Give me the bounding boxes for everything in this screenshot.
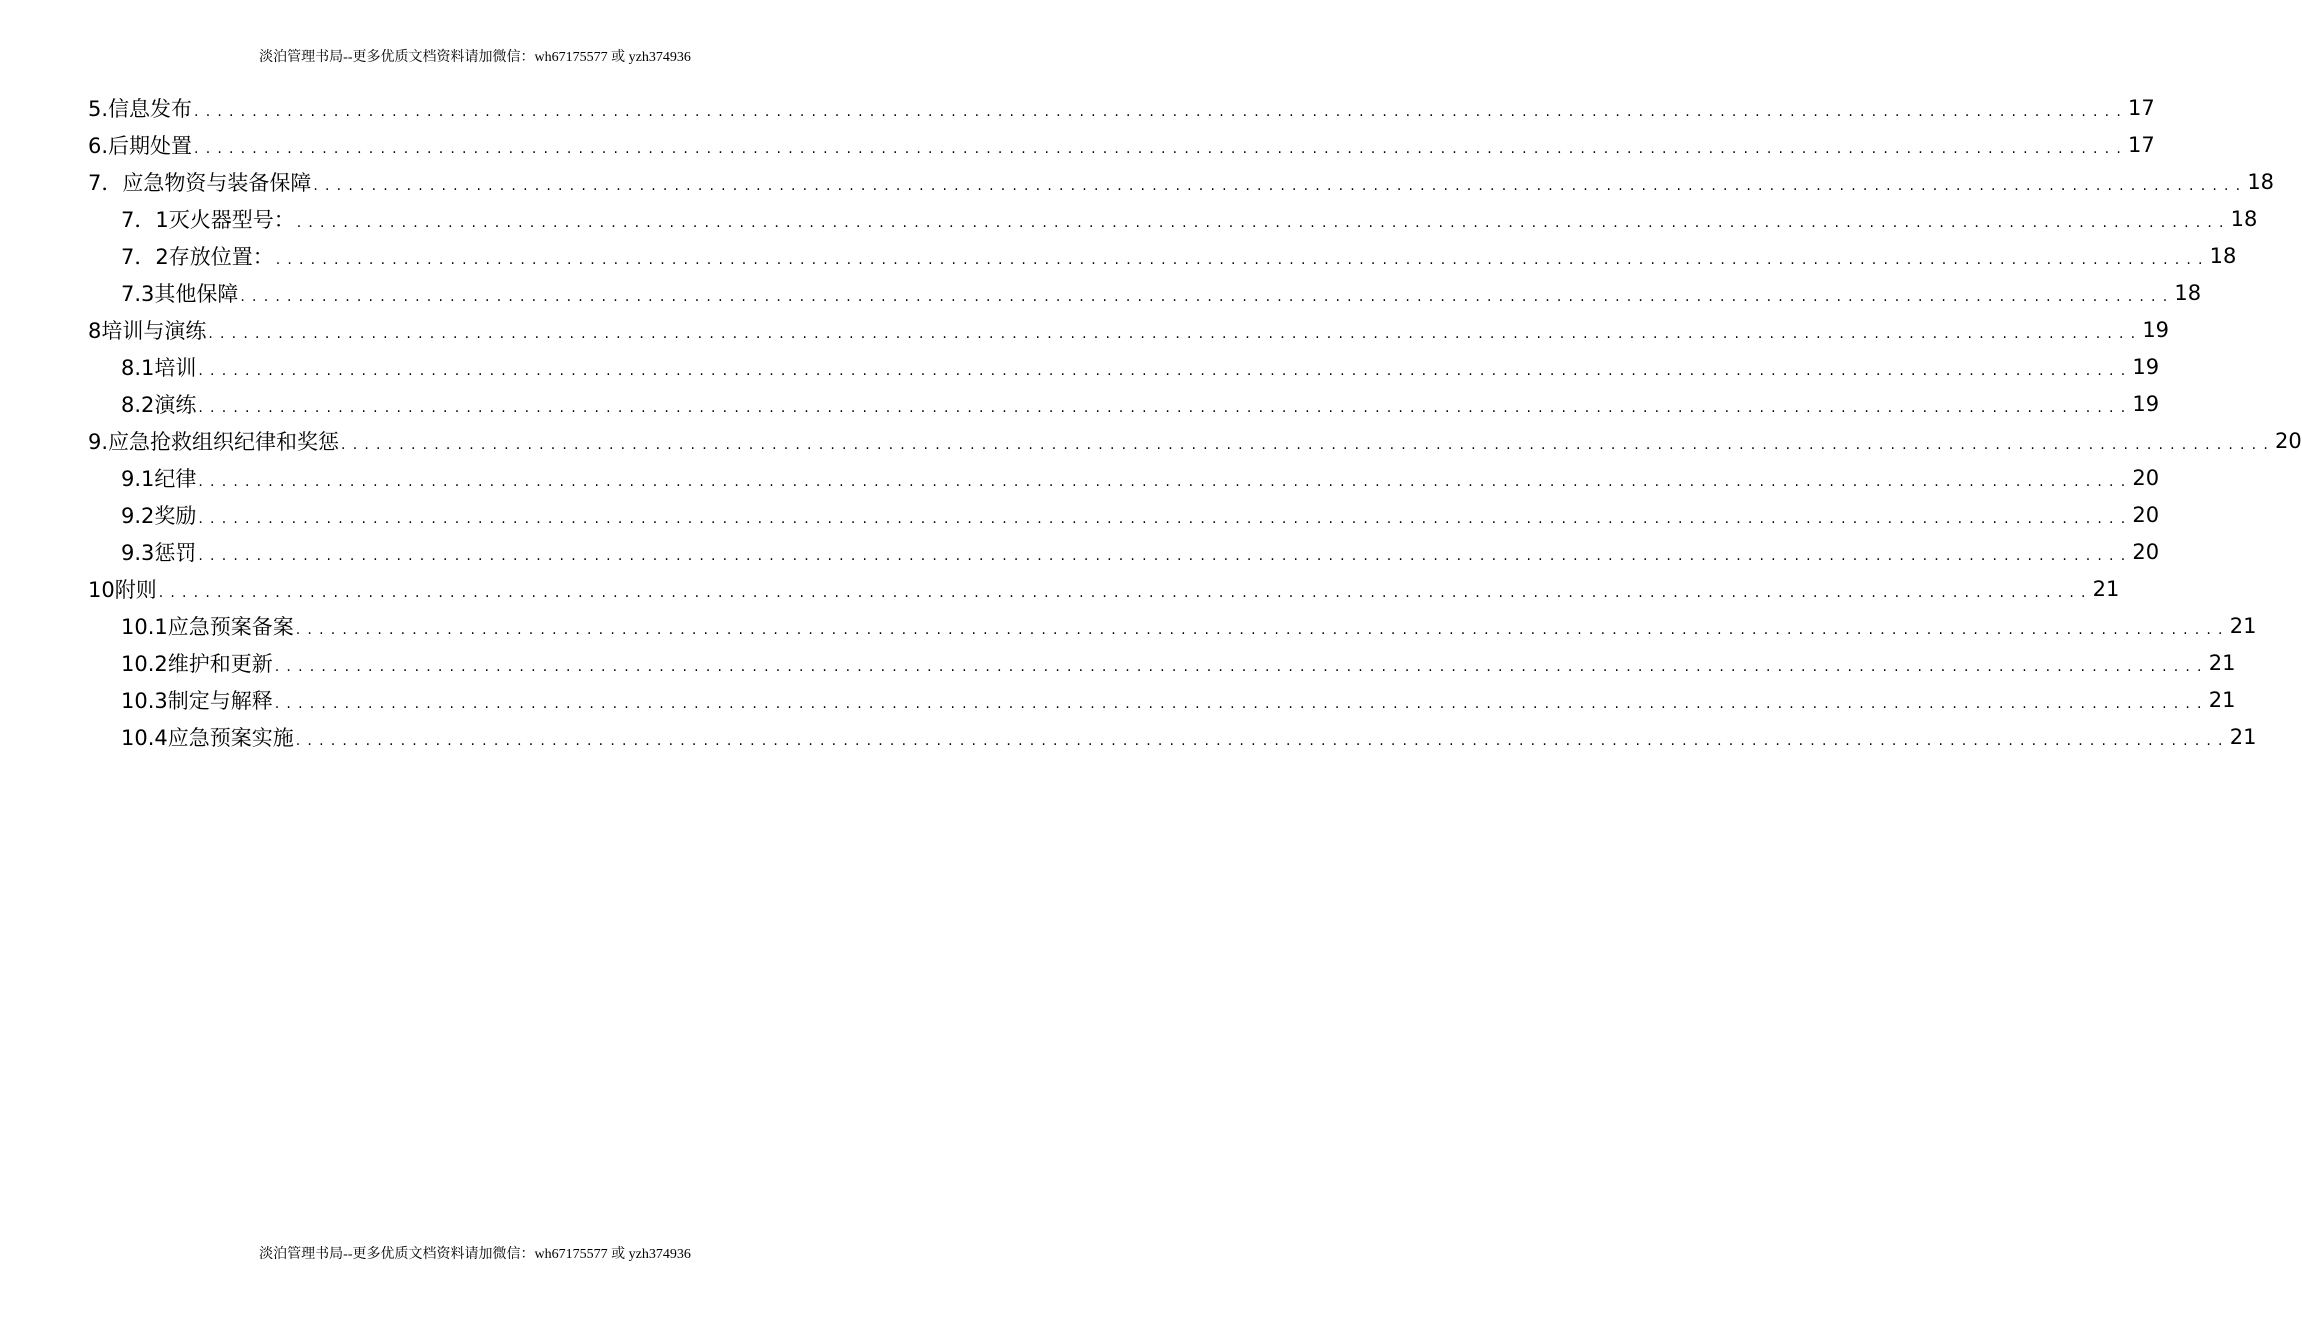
toc-entry[interactable] — [0, 570, 2120, 607]
toc-entry-label: 10.1应急预案备案 — [121, 614, 294, 639]
toc-entry-page: 21 — [2229, 724, 2257, 749]
toc-entry-label: 8.2演练 — [121, 392, 197, 417]
toc-leader-dots: ...................................................................................................................................................................... — [274, 658, 2209, 675]
toc-leader-dots: ...................................................................................................................................................................... — [208, 325, 2143, 342]
toc-entry[interactable] — [0, 496, 2160, 533]
toc-leader-dots: ...................................................................................................................................................................... — [198, 510, 2133, 527]
toc-entry-label: 8培训与演练 — [88, 318, 207, 343]
toc-entry[interactable] — [0, 644, 2236, 681]
toc-entry-page: 17 — [2127, 95, 2155, 120]
toc-entry-page: 20 — [2132, 465, 2160, 490]
toc-leader-dots: ...................................................................................................................................................................... — [198, 473, 2133, 490]
toc-entry-page: 19 — [2132, 391, 2160, 416]
toc-entry-page: 17 — [2127, 132, 2155, 157]
toc-entry-label: 5.信息发布 — [88, 96, 193, 121]
page-header: 淡泊管理书局--更多优质文档资料请加微信：wh67175577 或 yzh374936 — [259, 50, 691, 65]
toc-leader-dots: ...................................................................................................................................................................... — [274, 695, 2209, 712]
toc-entry[interactable] — [0, 385, 2160, 422]
toc-leader-dots: ...................................................................................................................................................................... — [295, 621, 2230, 638]
toc-entry-page: 21 — [2208, 650, 2236, 675]
toc-entry-page: 20 — [2274, 428, 2302, 453]
toc-entry-label: 9.1纪律 — [121, 466, 197, 491]
toc-entry[interactable] — [0, 126, 2155, 163]
toc-entry[interactable] — [0, 89, 2155, 126]
toc-entry-page: 19 — [2132, 354, 2160, 379]
toc-entry-page: 18 — [2209, 243, 2237, 268]
toc-leader-dots: ...................................................................................................................................................................... — [194, 103, 2128, 120]
toc-leader-dots: ...................................................................................................................................................................... — [198, 547, 2133, 564]
toc-leader-dots: ...................................................................................................................................................................... — [296, 214, 2231, 231]
toc-entry[interactable] — [0, 422, 2302, 459]
toc-entry[interactable] — [0, 274, 2202, 311]
toc-leader-dots: ...................................................................................................................................................................... — [341, 436, 2275, 453]
toc-entry[interactable] — [0, 533, 2160, 570]
toc-entry-label: 7．2存放位置： — [121, 244, 274, 269]
toc-entry[interactable] — [0, 459, 2160, 496]
toc-entry-page: 19 — [2142, 317, 2170, 342]
toc-leader-dots: ...................................................................................................................................................................... — [275, 251, 2210, 268]
toc-entry[interactable] — [0, 237, 2237, 274]
toc-entry-page: 21 — [2092, 576, 2120, 601]
toc-entry-label: 9.3惩罚 — [121, 540, 197, 565]
toc-entry[interactable] — [0, 163, 2275, 200]
toc-entry[interactable] — [0, 200, 2258, 237]
page-footer: 淡泊管理书局--更多优质文档资料请加微信：wh67175577 或 yzh374936 — [259, 1247, 691, 1262]
toc-entry-label: 10附则 — [88, 577, 157, 602]
toc-entry-page: 18 — [2230, 206, 2258, 231]
toc-leader-dots: ...................................................................................................................................................................... — [198, 362, 2133, 379]
toc-entry-page: 18 — [2174, 280, 2202, 305]
toc-entry-label: 8.1培训 — [121, 355, 197, 380]
toc-leader-dots: ...................................................................................................................................................................... — [295, 732, 2230, 749]
toc-entry-label: 10.2维护和更新 — [121, 651, 273, 676]
toc-entry-label: 7．1灭火器型号： — [121, 207, 295, 232]
toc-entry-label: 9.2奖励 — [121, 503, 197, 528]
toc-entry[interactable] — [0, 311, 2170, 348]
toc-entry[interactable] — [0, 607, 2257, 644]
toc-entry-label: 7.3其他保障 — [121, 281, 239, 306]
toc-leader-dots: ...................................................................................................................................................................... — [240, 288, 2175, 305]
toc-leader-dots: ...................................................................................................................................................................... — [194, 140, 2128, 157]
table-of-contents — [0, 89, 2302, 755]
toc-entry[interactable] — [0, 348, 2160, 385]
toc-entry[interactable] — [0, 718, 2257, 755]
toc-entry-page: 21 — [2208, 687, 2236, 712]
toc-entry-page: 18 — [2247, 169, 2275, 194]
toc-leader-dots: ...................................................................................................................................................................... — [198, 399, 2133, 416]
toc-entry-label: 6.后期处置 — [88, 133, 193, 158]
toc-entry[interactable] — [0, 681, 2236, 718]
toc-entry-label: 9.应急抢救组织纪律和奖惩 — [88, 429, 340, 454]
toc-entry-label: 10.3制定与解释 — [121, 688, 273, 713]
toc-leader-dots: ...................................................................................................................................................................... — [158, 584, 2093, 601]
toc-entry-label: 7．应急物资与装备保障 — [88, 170, 312, 195]
toc-entry-page: 20 — [2132, 502, 2160, 527]
toc-entry-page: 21 — [2229, 613, 2257, 638]
toc-entry-label: 10.4应急预案实施 — [121, 725, 294, 750]
toc-entry-page: 20 — [2132, 539, 2160, 564]
toc-leader-dots: ...................................................................................................................................................................... — [313, 177, 2248, 194]
